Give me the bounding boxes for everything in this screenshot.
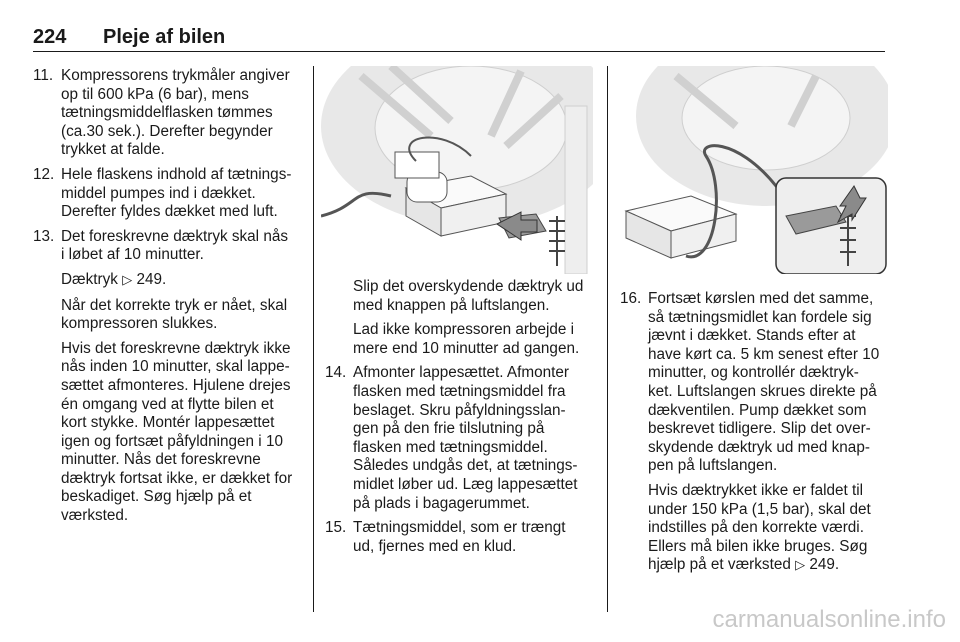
text-line: Når det korrekte tryk er nået, skal: [61, 296, 288, 314]
text-line: én omgang ved at flytte bilen et: [61, 395, 274, 413]
sealant-bottle-drawing: [321, 66, 593, 274]
text-line: Kompressorens trykmåler angiver: [61, 67, 290, 84]
step-14-text: [353, 364, 593, 513]
text-line: Således undgås det, at tætnings-: [353, 457, 578, 475]
text-line: ket. Luftslangen skrues direkte på: [648, 382, 877, 400]
text-line: på plads i bagagerummet.: [353, 494, 530, 512]
step-11-text: [61, 67, 299, 160]
text-line: Slip det overskydende dæktryk ud: [353, 278, 584, 295]
text-line: op til 600 kPa (6 bar), mens: [61, 85, 249, 103]
text-line: flasken med tætningsmiddel.: [353, 438, 548, 456]
text-line: midlet løber ud. Læg lappesættet: [353, 475, 578, 493]
sealant-bottle-cap: [395, 152, 439, 178]
rim-shape: [682, 66, 850, 170]
text-line: pen på luftslangen.: [648, 457, 778, 475]
paragraph-max-runtime: [325, 321, 593, 358]
step-15-text: [353, 519, 593, 556]
text-line: indstilles på den korrekte værdi.: [648, 519, 864, 537]
site-watermark: carmanualsonline.info: [712, 606, 946, 633]
text-line: Derefter fyldes dækket med luft.: [61, 203, 278, 221]
step-11: [33, 67, 299, 160]
column-divider-2: [607, 66, 608, 612]
step-number: 16.: [620, 290, 642, 307]
step-number: 13.: [33, 227, 55, 245]
text-line: Lad ikke kompressoren arbejde i: [353, 321, 575, 339]
text-line: dækventilen. Pump dækket som: [648, 401, 867, 419]
text-line: beskrevet tidligere. Slip det over-: [648, 420, 871, 438]
reference-page-link[interactable]: 249.: [809, 556, 840, 574]
page-title: Pleje af bilen: [103, 26, 226, 48]
text-line: igen og fortsæt påfyldningen i 10: [61, 432, 283, 450]
page-number: 224: [33, 26, 67, 48]
valve-stem: [549, 216, 565, 266]
step-12: [33, 166, 299, 222]
step-16-text: [648, 290, 888, 476]
text-line: sættet afmonteres. Hjulene drejes: [61, 376, 291, 394]
text-line: så tætningsmidlet kan fordele sig: [648, 308, 872, 326]
text-line: jævnt i dækket. Stands efter at: [648, 327, 856, 345]
step-number: 14.: [325, 364, 347, 382]
text-line: Hele flaskens indhold af tætnings-: [61, 165, 292, 183]
text-line: Afmonter lappesættet. Afmonter: [353, 364, 569, 382]
text-line: hjælp på et værksted: [648, 556, 791, 574]
text-line-with-reference: [648, 556, 888, 576]
column-1: [33, 67, 299, 526]
step-number: 12.: [33, 165, 55, 183]
text-line: minutter. Nås det foreskrevne: [61, 451, 261, 469]
text-line: Det foreskrevne dæktryk skal nås: [61, 227, 288, 245]
text-line: gen på den frie tilslutning på: [353, 420, 545, 438]
step-15: [325, 519, 593, 556]
text-line: beskadiget. Søg hjælp på et: [61, 488, 252, 506]
step-12-text: [61, 166, 299, 222]
column-3: [620, 290, 888, 576]
text-line: dæktryk fortsat ikke, er dækket for: [61, 469, 293, 487]
step-number: 11.: [33, 67, 54, 84]
paragraph-pressure-not-fallen: [620, 482, 888, 576]
text-line: kompressoren slukkes.: [61, 315, 218, 333]
page-header: [33, 26, 885, 52]
step-13-text: [61, 228, 299, 265]
paragraph-pressure-not-reached: [33, 340, 299, 526]
text-line: middel pumpes ind i dækket.: [61, 184, 256, 202]
text-line: minutter, og kontrollér dæktryk-: [648, 364, 859, 382]
tire-tread: [565, 106, 587, 274]
paragraph-release-pressure: [325, 278, 593, 315]
paragraph-pressure-reached: [33, 297, 299, 334]
text-line: Fortsæt kørslen med det samme,: [648, 290, 874, 307]
text-line: flasken med tætningsmiddel fra: [353, 382, 566, 400]
column-2: [325, 278, 593, 562]
text-line: Tætningsmiddel, som er trængt: [353, 519, 566, 537]
text-line: (ca.30 sek.). Derefter begynder: [61, 122, 273, 140]
header-rule: [33, 51, 885, 52]
reference-arrow-icon: ▷: [795, 558, 806, 574]
reference-page-link[interactable]: 249.: [136, 270, 167, 288]
text-line: i løbet af 10 minutter.: [61, 246, 204, 264]
reference-arrow-icon: ▷: [122, 272, 133, 288]
step-14: [325, 364, 593, 513]
step-13: [33, 228, 299, 265]
text-line: ud, fjernes med en klud.: [353, 537, 517, 555]
text-line: have kørt ca. 5 km senest efter 10: [648, 345, 880, 363]
step-16: [620, 290, 888, 476]
reference-label: Dæktryk: [61, 270, 118, 288]
text-line: Ellers må bilen ikke bruges. Søg: [648, 537, 868, 555]
text-line: skydende dæktryk ud med knap-: [648, 438, 870, 456]
text-line: værksted.: [61, 507, 129, 525]
text-line: Hvis dæktrykket ikke er faldet til: [648, 481, 864, 499]
text-line: tætningsmiddelflasken tømmes: [61, 104, 273, 122]
tire-pressure-reference: [33, 271, 299, 291]
text-line: under 150 kPa (1,5 bar), skal det: [648, 500, 871, 518]
text-line: trykket at falde.: [61, 141, 165, 159]
text-line: beslaget. Skru påfyldningsslan-: [353, 401, 566, 419]
illustration-sealant-bottle: [321, 66, 593, 274]
text-line: mere end 10 minutter ad gangen.: [353, 339, 580, 357]
hose-valve-drawing: [616, 66, 888, 274]
text-line: Hvis det foreskrevne dæktryk ikke: [61, 339, 291, 357]
text-line: med knappen på luftslangen.: [353, 296, 550, 314]
step-number: 15.: [325, 519, 347, 537]
text-line: kort stykke. Montér lappesættet: [61, 414, 275, 432]
text-line: nås inden 10 minutter, skal lappe-: [61, 358, 290, 376]
illustration-hose-on-valve: [616, 66, 888, 274]
column-divider-1: [313, 66, 314, 612]
